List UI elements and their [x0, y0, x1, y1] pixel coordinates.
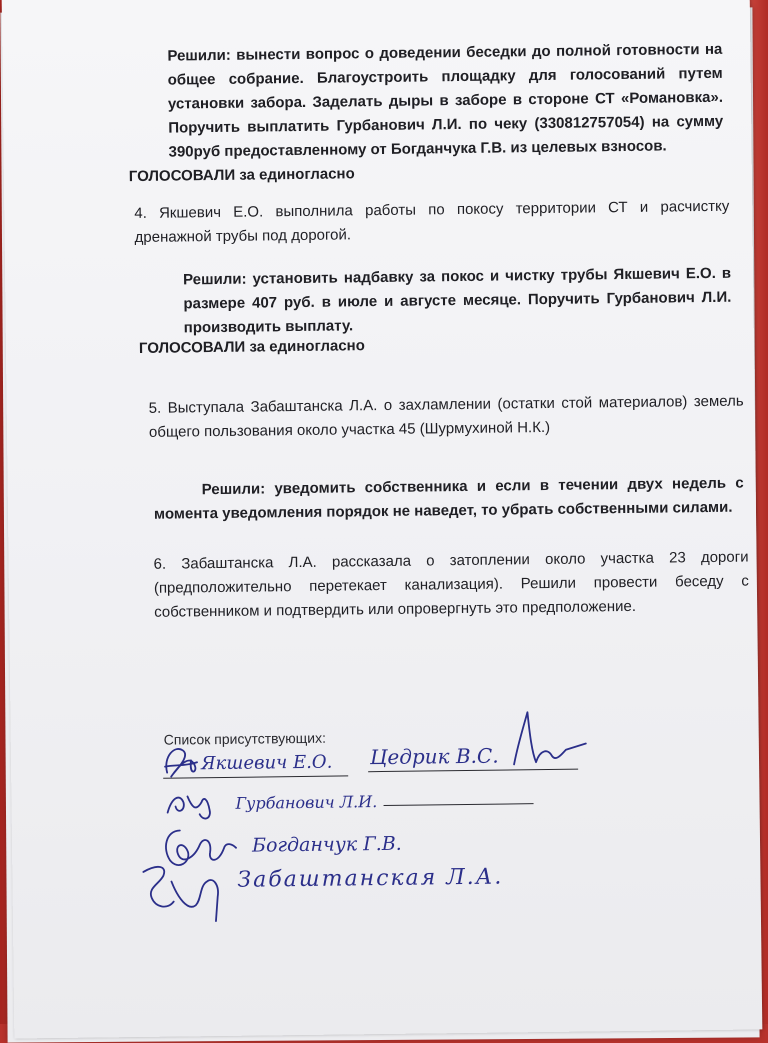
item3-decision: Решили: вынести вопрос о доведении беседки до полной готовности на общее собрание. Благоустроить площадку для голосований путем установки забора. Заделать дыры в заборе в стороне СТ «Романовка». Поручить выплатить Гурбанович Л.И. по чеку (330812757054) на сумму 390руб предоставленному от Богданчука Г.В. из целевых взносов.: [167, 40, 724, 161]
signature-zabashtanskaya: [137, 847, 538, 932]
item5-decision: Решили: уведомить собственника и если в течении двух недель с момента уведомления порядок не наведет, то убрать собственными силами.: [153, 474, 744, 523]
item4-vote: ГОЛОСОВАЛИ за единогласно: [138, 337, 365, 357]
item3-vote: ГОЛОСОВАЛИ за единогласно: [128, 165, 355, 186]
signature-yakshevich: [161, 734, 352, 784]
item5-text: 5. Выступала Забаштанска Л.А. о захламлении (остатки стой материалов) земель общего пользования около участка 45 (Шурмухиной Н.К.): [148, 392, 744, 441]
signature-tsedrik: [365, 703, 596, 776]
attendees-heading: Список присутствующих:: [163, 729, 327, 748]
document-page: [2, 0, 763, 1039]
signature-text: Цедрик В.С.: [369, 743, 499, 770]
item4-text: 4. Якшевич Е.О. выполнила работы по покосу территории СТ и расчистку дренажной трубы под дорогой.: [134, 197, 730, 247]
signature-text: Забаштанская Л.А.: [237, 864, 504, 893]
item4-decision: Решили: установить надбавку за покос и чистку трубы Якшевич Е.О. в размере 407 руб. в июле и августе месяце. Поручить Гурбанович Л.И. производить выплату.: [183, 264, 732, 337]
signature-text: Богданчук Г.В.: [251, 832, 402, 857]
signature-line: [384, 803, 534, 806]
item6-text: 6. Забаштанска Л.А. рассказала о затоплении около участка 23 дороги (предположительно перетекает канализация). Решили провести беседу с собственником и подтвердить или опровергнуть это предположение.: [153, 548, 749, 621]
signature-text: Якшевич Е.О.: [200, 751, 333, 775]
signature-text: Гурбанович Л.И.: [235, 792, 378, 813]
